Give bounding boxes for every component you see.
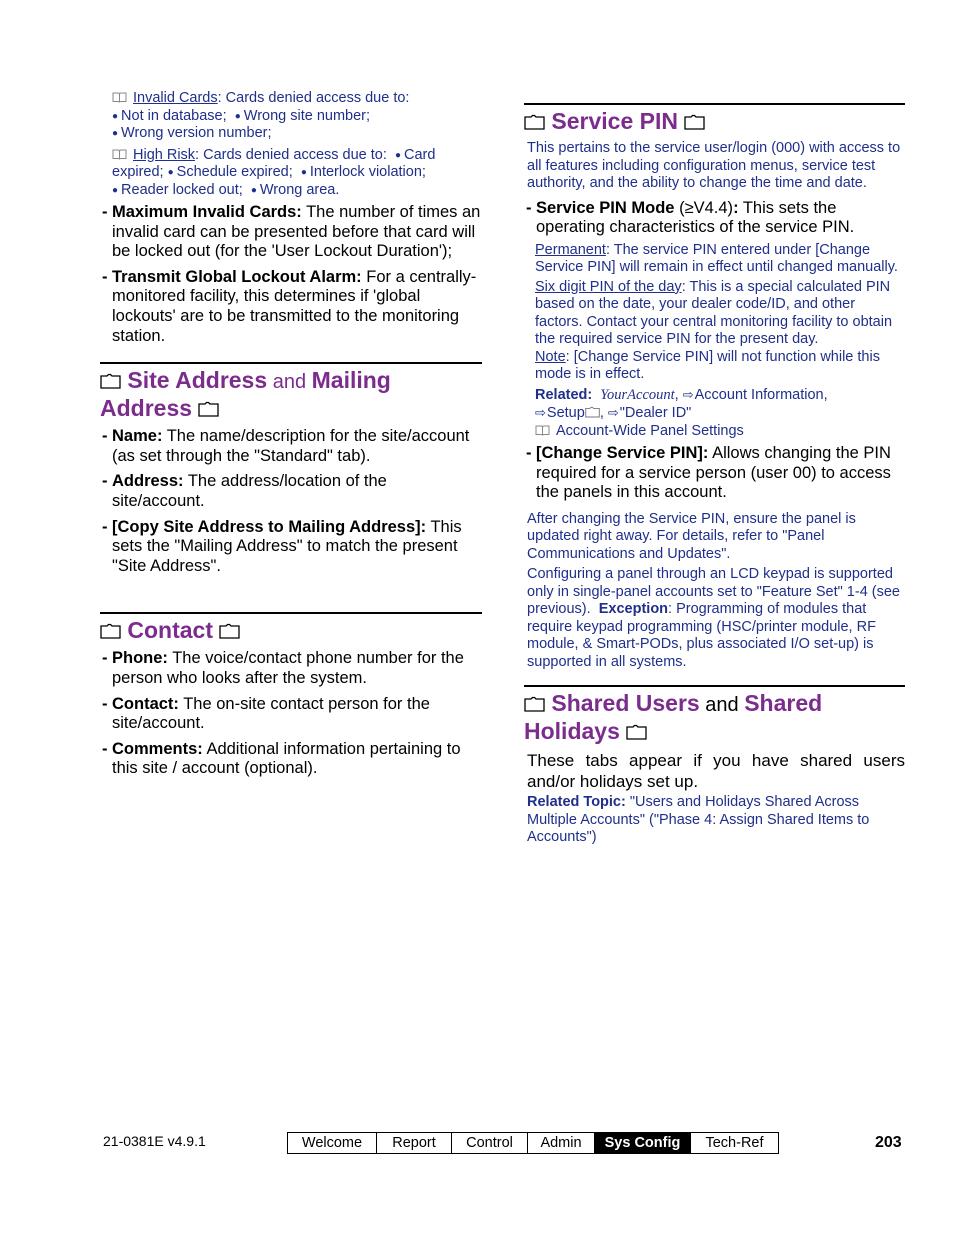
permanent-note [524,242,905,277]
note-text: Configuring a panel through an LCD keypad is supported only in single-panel accounts set to "Feature Set" 1-4 (see previous). [527,566,900,618]
high-risk-text: : Cards denied access due to: [195,146,387,163]
high-risk-note: High Risk: Cards denied access due to: ● Card expired; ● Schedule expired; ● Interlock violation; ● Reader locked out; ● Wrong area. [112,146,436,198]
term-label: Service PIN Mode [536,198,675,217]
folder-icon [626,724,647,740]
arrow-icon: ⇨ [682,386,694,402]
tab-admin[interactable]: Admin [528,1133,595,1153]
term-label: Phone: [112,649,168,668]
list-item: Schedule expired; [176,164,293,180]
document-id: 21-0381E v4.9.1 [103,1133,206,1149]
arrow-icon: ⇨ [535,405,546,421]
left-column [100,90,482,785]
change-service-pin-item: - [Change Service PIN]: Allows changing the PIN required for a service person (user 00) to access the panels in this account. [526,444,891,502]
folder-icon [524,114,545,130]
account-info-link[interactable]: Account Information, [694,386,828,403]
heading-connector: and [267,371,312,394]
term-label: Maximum Invalid Cards: [112,203,302,221]
invalid-cards-link[interactable]: Invalid Cards [133,90,218,106]
setup-link[interactable]: Setup [546,405,585,422]
term-label: Contact: [112,694,179,713]
note-text: : The service PIN entered under [Change Service PIN] will remain in effect until changed manually. [535,241,898,276]
list-item: Interlock violation; [309,164,426,180]
service-pin-mode-item: - Service PIN Mode (≥V4.4): This sets the operating characteristics of the service PIN. [526,198,855,237]
related-label: Related: [535,386,593,403]
heading-text: Shared Holidays [524,690,823,745]
name-item: - Name: The name/description for the site/account (as set through the "Standard" tab). [102,427,470,465]
phone-item: - Phone: The voice/contact phone number for the person who looks after the system. [102,649,464,687]
list-item: Not in database; [121,107,227,124]
tab-welcome[interactable]: Welcome [288,1133,377,1153]
heading-text: Mailing Address [100,367,391,422]
max-invalid-cards-item: - Maximum Invalid Cards: The number of times an invalid card can be presented before that card will be locked out (for the 'User Lockout Duration'); [102,203,481,261]
dealer-id-link[interactable]: "Dealer ID" [619,405,692,422]
lcd-keypad-note [524,566,905,671]
note-text: : [Change Service PIN] will not function while this mode is in effect. [535,348,880,383]
version-text: (≥V4.4) [674,198,734,217]
term-description: For a centrally-monitored facility, this determines if 'global lockouts' are to be transmitted to the monitoring station. [112,267,477,345]
term-description: Allows changing the PIN required for a service person (user 00) to access the panels in this account. [536,444,891,502]
related-links: Related: YourAccount, ⇨Account Information, ⇨Setup , ⇨"Dealer ID" Account-Wide Panel Settings [535,386,828,439]
term-description: The address/location of the site/account. [112,472,387,510]
list-item: Wrong version number; [121,125,272,141]
shared-description: These tabs appear if you have shared users and/or holidays set up. [527,751,905,792]
tab-report[interactable]: Report [377,1133,452,1153]
term-description: The voice/contact phone number for the person who looks after the system. [112,649,464,687]
site-address-heading [100,362,482,421]
heading-connector: and [699,694,745,717]
folder-icon [100,623,121,639]
invalid-cards-note: Invalid Cards: Cards denied access due to: ● Not in database; ● Wrong site number; ● Wrong version number; [112,90,410,141]
note-text: : Programming of modules that require keypad programming (HSC/printer module, RF module, & Smart-PODs, plus associated I/O set-up) is supported in all systems. [527,601,876,670]
transmit-lockout-item: - Transmit Global Lockout Alarm: For a centrally-monitored facility, this determines if 'global lockouts' are to be transmitted to the monitoring station. [102,267,477,345]
term-description: This sets the operating characteristics of the service PIN. [536,198,855,237]
mode-note [524,349,905,384]
term-description: This sets the "Mailing Address" to match the present "Site Address". [112,517,462,575]
term-description: Additional information pertaining to this site / account (optional). [112,739,461,778]
arrow-icon: ⇨ [607,405,619,421]
heading-text: Shared Users [551,690,700,717]
note-text: : This is a special calculated PIN based on the date, your dealer code/ID, and other factors. Contact your central monitoring facility to obtain the required service PIN for the present day. [535,278,893,348]
list-item: Wrong area. [259,181,340,198]
contact-item: - Contact: The on-site contact person for the site/account. [102,694,430,733]
address-item: - Address: The address/location of the site/account. [102,472,387,510]
service-pin-heading [524,103,905,134]
copy-site-address-item: - [Copy Site Address to Mailing Address]: This sets the "Mailing Address" to match the present "Site Address". [102,517,462,575]
heading-text: Contact [127,617,214,644]
folder-icon [219,623,240,639]
note-link[interactable]: Note [535,348,566,365]
term-label: [Copy Site Address to Mailing Address]: [112,517,427,536]
related-topic [524,794,905,847]
term-label: [Change Service PIN]: [536,444,709,463]
related-topic-label: Related Topic: [527,794,626,811]
folder-icon [585,406,600,418]
folder-icon [100,373,121,389]
term-description: The on-site contact person for the site/account. [112,694,430,733]
term-description: The name/description for the site/account (as set through the "Standard" tab). [112,427,470,465]
exception-label: Exception [598,601,669,618]
book-icon [112,92,127,103]
shared-heading [524,685,905,744]
six-digit-link[interactable]: Six digit PIN of the day [535,278,682,295]
tab-sys-config[interactable]: Sys Config [595,1133,691,1153]
heading-text: Service PIN [551,108,678,134]
book-icon [112,149,127,160]
term-label: Comments: [112,739,203,758]
tab-control[interactable]: Control [452,1133,528,1153]
list-item: Wrong site number; [243,107,371,124]
panel-settings-link[interactable]: Account-Wide Panel Settings [556,422,744,439]
folder-icon [198,401,219,417]
list-item: Card expired; [112,146,436,180]
comments-item: - Comments: Additional information pertaining to this site / account (optional). [102,739,461,778]
section-navbar [287,1132,779,1154]
right-column [524,103,905,847]
your-account-link[interactable]: YourAccount [600,386,675,403]
tab-tech-ref[interactable]: Tech-Ref [705,1135,764,1151]
term-label: Address: [112,472,184,491]
term-description: The number of times an invalid card can be presented before that card will be locked out (for the 'User Lockout Duration'); [112,203,481,261]
service-intro: This pertains to the service user/login (000) with access to all features including configuration menus, service test authority, and the ability to change the time and date. [527,140,901,191]
term-label: Name: [112,427,163,446]
contact-heading [100,612,482,643]
term-colon: : [733,198,739,217]
permanent-link[interactable]: Permanent [535,241,606,258]
folder-icon [524,696,545,712]
term-label: Transmit Global Lockout Alarm: [112,267,362,286]
related-topic-link[interactable]: "Users and Holidays Shared Across Multiple Accounts" ("Phase 4: Assign Shared Items to Accounts") [527,794,870,846]
folder-icon [684,114,705,130]
high-risk-link[interactable]: High Risk [133,146,196,163]
after-change-note: After changing the Service PIN, ensure the panel is updated right away. For details, refer to "Panel Communications and Updates". [527,510,856,562]
page-number: 203 [875,1134,902,1151]
book-icon [535,425,550,436]
six-digit-note [524,279,905,349]
heading-text: Site Address [127,367,268,394]
list-item: Reader locked out; [121,181,243,198]
invalid-cards-text: : Cards denied access due to: [217,90,410,106]
